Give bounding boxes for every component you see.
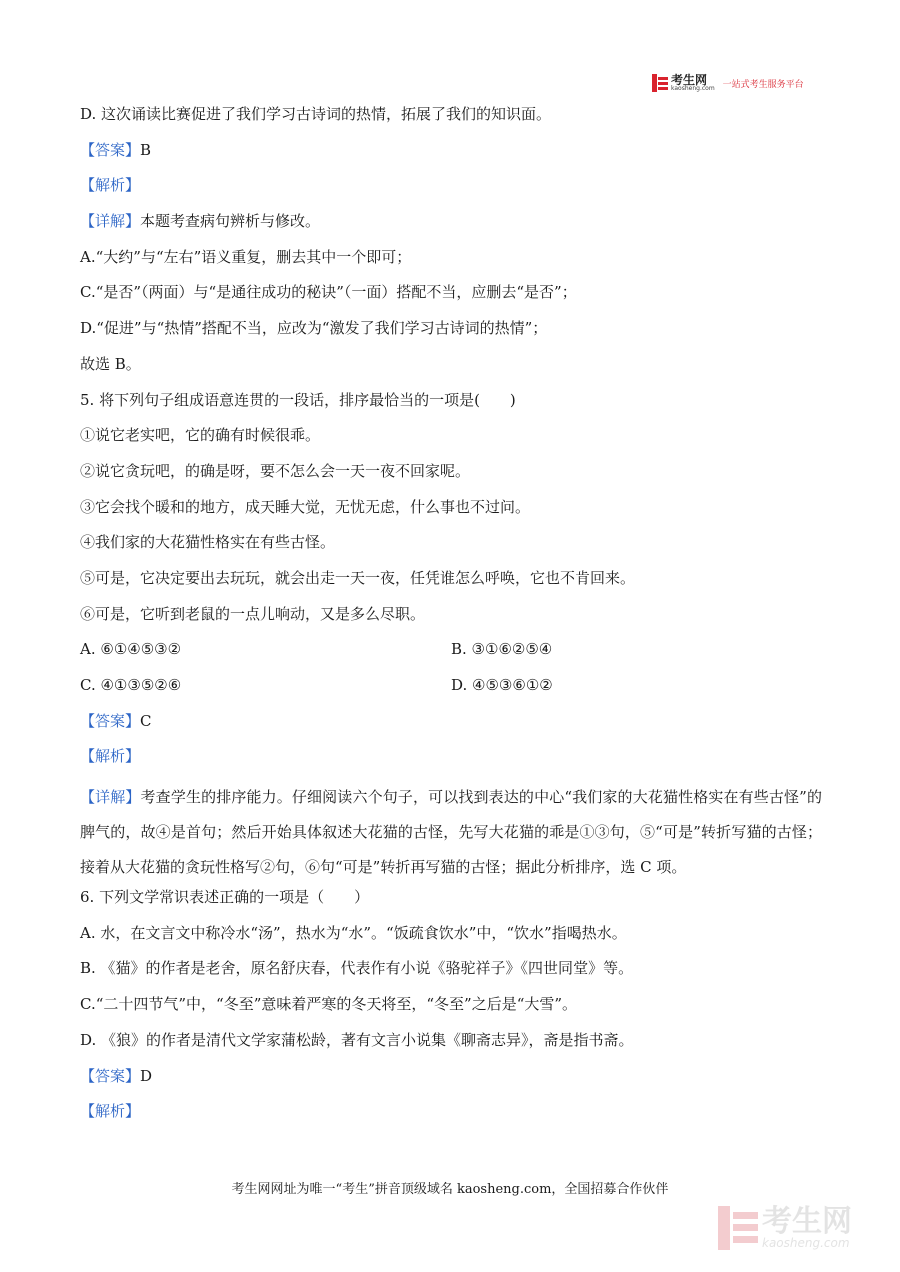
answer-option: B. ③①⑥②⑤④ <box>451 640 553 659</box>
answer-option: C. ④①③⑤②⑥ <box>80 676 182 694</box>
line-text: A.“大约”与“左右”语义重复，删去其中一个即可； <box>80 247 412 266</box>
text-line <box>80 602 822 626</box>
line-text: D. 《狼》的作者是清代文学家蒲松龄，著有文言小说集《聊斋志异》，斋是指书斋。 <box>80 1030 634 1049</box>
answer-option: A. ⑥①④⑤③② <box>80 640 182 659</box>
document-body <box>80 102 822 1135</box>
logo-name: 考生网 <box>671 73 708 87</box>
text-line <box>80 280 822 304</box>
section-tag: 【答案】 <box>80 711 141 730</box>
line-text: 6. 下列文学常识表述正确的一项是（ ） <box>80 888 370 907</box>
line-text: D <box>140 1066 153 1085</box>
text-line <box>80 316 822 340</box>
text-line <box>80 780 822 885</box>
logo-domain: kaosheng.com <box>671 85 715 92</box>
watermark <box>718 1198 888 1258</box>
text-line <box>80 885 822 909</box>
section-tag: 【详解】 <box>80 212 141 231</box>
line-text: ⑥可是，它听到老鼠的一点儿响动，又是多么尽职。 <box>80 604 426 623</box>
line-text: ⑤可是，它决定要出去玩玩，就会出走一天一夜，任凭谁怎么呼唤，它也不肯回来。 <box>80 568 636 587</box>
text-line <box>80 352 822 376</box>
text-line <box>80 1064 822 1088</box>
text-line <box>80 388 822 412</box>
line-text: ④我们家的大花猫性格实在有些古怪。 <box>80 533 336 552</box>
line-text: C <box>140 711 152 730</box>
text-line <box>80 530 822 554</box>
text-line <box>80 459 822 483</box>
section-tag: 【答案】 <box>80 1066 141 1085</box>
text-line <box>80 138 822 162</box>
line-text: 故选 B。 <box>80 354 141 373</box>
line-text: A. 水，在文言文中称冷水“汤”，热水为“水”。“饭疏食饮水”中，“饮水”指喝热水。 <box>80 923 627 942</box>
section-tag: 【答案】 <box>80 140 141 159</box>
text-line <box>80 744 822 768</box>
text-line <box>80 566 822 590</box>
page-footer: 考生网网址为唯一“考生”拼音顶级域名 kaosheng.com，全国招募合作伙伴 <box>231 1182 669 1197</box>
option-row <box>80 673 822 697</box>
answer-option: D. ④⑤③⑥①② <box>451 676 553 694</box>
line-text: C.“是否”（两面）与“是通往成功的秘诀”（一面）搭配不当，应删去“是否”； <box>80 283 577 302</box>
header-logo <box>652 72 804 94</box>
line-text: ③它会找个暖和的地方，成天睡大觉，无忧无虑，什么事也不过问。 <box>80 497 531 516</box>
watermark-name: 考生网 <box>762 1204 852 1239</box>
section-tag: 【解析】 <box>80 747 141 766</box>
section-tag: 【解析】 <box>80 176 141 195</box>
section-tag: 【详解】 <box>80 788 141 807</box>
line-text: ②说它贪玩吧，的确是呀，要不怎么会一天一夜不回家呢。 <box>80 461 471 480</box>
section-tag: 【解析】 <box>80 1102 141 1121</box>
text-line <box>80 1028 822 1052</box>
line-text: B. 《猫》的作者是老舍，原名舒庆春，代表作有小说《骆驼祥子》《四世同堂》等。 <box>80 959 634 978</box>
line-text: C.“二十四节气”中，“冬至”意味着严寒的冬天将至，“冬至”之后是“大雪”。 <box>80 995 578 1014</box>
text-line <box>80 921 822 945</box>
text-line <box>80 102 822 126</box>
text-line <box>80 209 822 233</box>
text-line <box>80 709 822 733</box>
text-line <box>80 1099 822 1123</box>
kaosheng-logo-icon <box>652 74 668 92</box>
text-line <box>80 245 822 269</box>
text-line <box>80 992 822 1016</box>
line-text: D.“促进”与“热情”搭配不当，应改为“激发了我们学习古诗词的热情”； <box>80 319 548 338</box>
line-text: 本题考查病句辨析与修改。 <box>140 212 321 231</box>
line-text: ①说它老实吧，它的确有时候很乖。 <box>80 426 321 445</box>
line-text: 5. 将下列句子组成语意连贯的一段话，排序最恰当的一项是( ) <box>80 390 516 409</box>
watermark-logo-icon <box>718 1206 758 1250</box>
line-text: 考查学生的排序能力。仔细阅读六个句子，可以找到表达的中心“我们家的大花猫性格实在有些古怪”的脾气的，故④是首句；然后开始具体叙述大花猫的古怪，先写大花猫的乖是①③句，⑤“可是”转折写猫的古怪；接着从大花猫的贪玩性格写②句，⑥句“可是”转折再写猫的古怪；据此分析排序，选 C 项。 <box>80 788 822 877</box>
text-line <box>80 173 822 197</box>
watermark-domain: kaosheng.com <box>762 1236 850 1250</box>
line-text: D. 这次诵读比赛促进了我们学习古诗词的热情，拓展了我们的知识面。 <box>80 105 552 123</box>
logo-slogan: 一站式考生服务平台 <box>722 79 804 90</box>
line-text: B <box>140 140 152 159</box>
text-line <box>80 956 822 980</box>
option-row <box>80 637 822 661</box>
text-line <box>80 495 822 519</box>
text-line <box>80 423 822 447</box>
